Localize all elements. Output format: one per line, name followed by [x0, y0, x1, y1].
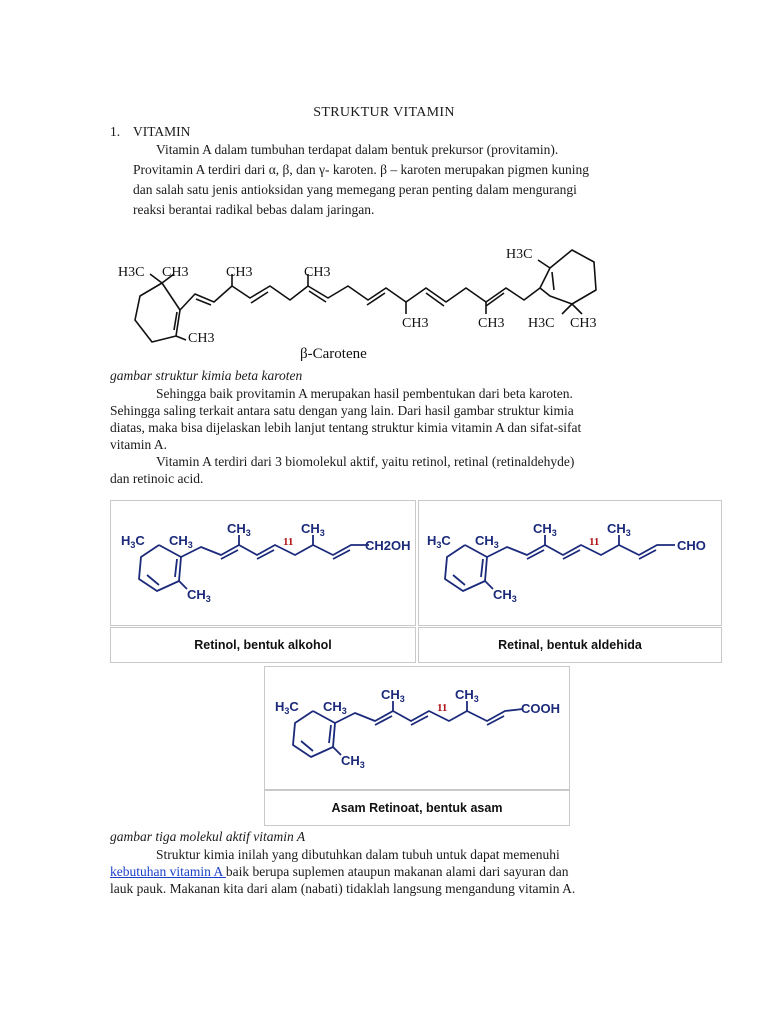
methyl-label: H3C [118, 265, 145, 280]
paragraph-line: diatas, maka bisa dijelaskan lebih lanjut tentang struktur kimia vitamin A dan sifat-sifat [110, 420, 582, 435]
svg-text:CH3: $CH_3$ [381, 687, 405, 704]
paragraph-line: Struktur kimia inilah yang dibutuhkan dalam tubuh untuk dapat memenuhi [156, 847, 560, 862]
methyl-label: CH3 [188, 331, 215, 346]
figure-caption: gambar tiga molekul aktif vitamin A [110, 829, 306, 844]
retinal-label: Retinal, bentuk aldehida [418, 627, 722, 663]
paragraph-line: lauk pauk. Makanan kita dari alam (nabati) tidaklah langsung mengandung vitamin A. [110, 881, 576, 896]
svg-text:H3C: $H_3C$ [427, 533, 451, 550]
carbon-position-11: 11 [437, 702, 448, 714]
paragraph-line: Sehingga baik provitamin A merupakan hasil pembentukan dari beta karoten. [156, 386, 573, 401]
methyl-label: CH3 [162, 265, 189, 280]
paragraph-line: reaksi berantai radikal bebas dalam jaringan. [133, 202, 375, 217]
svg-text:H3C: $H_3C$ [275, 699, 299, 716]
retinol-figure [110, 500, 416, 626]
section-number: 1. [110, 124, 121, 139]
svg-text:CH3: $CH_3$ [227, 521, 251, 538]
methyl-label: CH3 [304, 265, 331, 280]
svg-text:CH3: $CH_3$ [455, 687, 479, 704]
paragraph-line: Vitamin A dalam tumbuhan terdapat dalam bentuk prekursor (provitamin). [156, 142, 559, 157]
svg-text:CH3: $CH_3$ [187, 587, 211, 604]
retinoic-acid-figure [264, 666, 570, 790]
methyl-label: CH3 [402, 316, 429, 331]
svg-text:CH3: $CH_3$ [607, 521, 631, 538]
vitamin-a-link[interactable]: kebutuhan vitamin A [110, 864, 226, 879]
figure-caption: gambar struktur kimia beta karoten [110, 368, 303, 383]
methyl-label: CH3 [478, 316, 505, 331]
retinoic-acid-label: Asam Retinoat, bentuk asam [264, 790, 570, 826]
paragraph-text: baik berupa suplemen ataupun makanan alami dari sayuran dan [225, 864, 569, 879]
beta-carotene-structure [110, 238, 610, 363]
svg-text:CH3: $CH_3$ [493, 587, 517, 604]
carbon-position-11: 11 [589, 536, 600, 548]
svg-text:CH3: $CH_3$ [301, 521, 325, 538]
methyl-label: H3C [506, 247, 533, 262]
retinal-figure [418, 500, 722, 626]
svg-text:CH3: $CH_3$ [341, 753, 365, 770]
end-group: CH2OH [365, 538, 411, 553]
methyl-label: H3C [528, 316, 555, 331]
page-title: STRUKTUR VITAMIN [313, 105, 455, 120]
svg-text:CH3: $CH_3$ [169, 533, 193, 550]
methyl-label: CH3 [226, 265, 253, 280]
beta-carotene-name: β-Carotene [300, 346, 367, 362]
paragraph-line: vitamin A. [110, 437, 167, 452]
section-title: VITAMIN [133, 124, 191, 139]
end-group: CHO [677, 538, 706, 553]
paragraph-line: Vitamin A terdiri dari 3 biomolekul aktif, yaitu retinol, retinal (retinaldehyde) [156, 454, 575, 469]
paragraph-line: Sehingga saling terkait antara satu dengan yang lain. Dari hasil gambar struktur kimia [110, 403, 574, 418]
svg-text:H3C: $H_3C$ [121, 533, 145, 550]
paragraph-line [110, 863, 569, 881]
paragraph-line: dan salah satu jenis antioksidan yang memegang peran penting dalam mengurangi [133, 182, 577, 197]
svg-text:CH3: $CH_3$ [475, 533, 499, 550]
svg-text:CH3: $CH_3$ [323, 699, 347, 716]
paragraph-line: Provitamin A terdiri dari α, β, dan γ- karoten. β – karoten merupakan pigmen kuning [133, 162, 590, 177]
svg-text:CH3: $CH_3$ [533, 521, 557, 538]
paragraph-line: dan retinoic acid. [110, 471, 204, 486]
end-group: COOH [521, 701, 560, 716]
methyl-label: CH3 [570, 316, 597, 331]
carbon-position-11: 11 [283, 536, 294, 548]
retinol-label: Retinol, bentuk alkohol [110, 627, 416, 663]
